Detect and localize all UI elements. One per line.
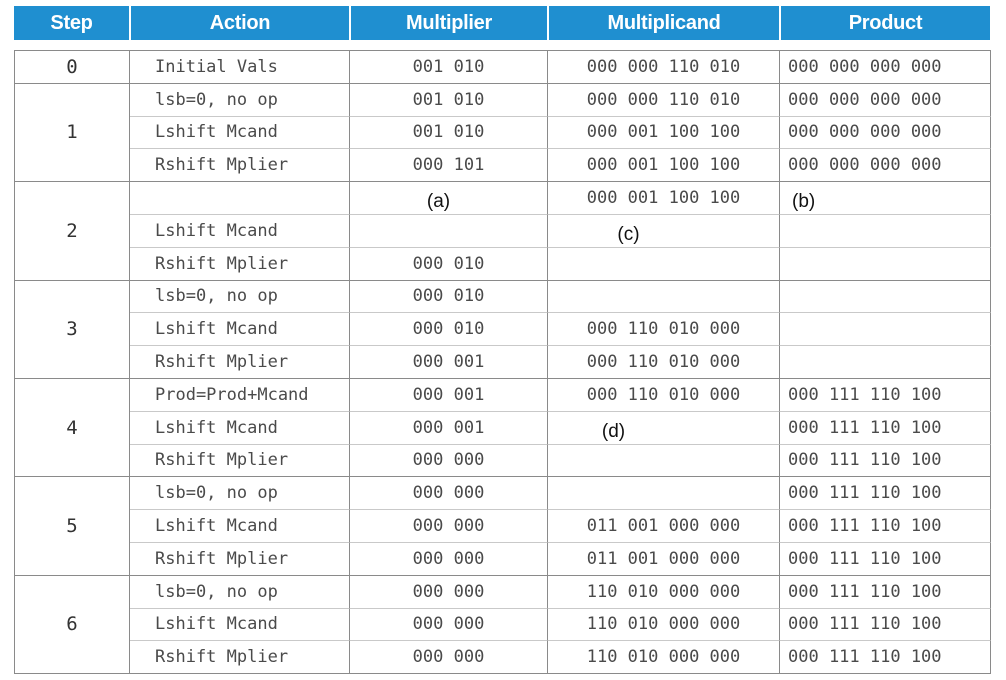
step-cell: 6: [15, 576, 130, 674]
multiplicand-cell: 110 010 000 000: [548, 641, 780, 674]
multiplier-cell: 000 001: [350, 379, 548, 412]
multiplication-table: [14, 6, 990, 674]
product-cell: 000 111 110 100: [780, 510, 991, 543]
table-rows: [15, 51, 991, 674]
table-row: [15, 84, 991, 117]
multiplicand-cell: 000 000 110 010: [548, 84, 780, 117]
action-cell: lsb=0, no op: [130, 576, 350, 609]
product-cell: [780, 313, 991, 346]
table-row: [15, 149, 991, 182]
action-cell: Initial Vals: [130, 51, 350, 84]
product-cell: 000 111 110 100: [780, 609, 991, 642]
table-row: [15, 609, 991, 642]
table-row: [15, 510, 991, 543]
product-cell: 000 111 110 100: [780, 445, 991, 478]
table-row: [15, 445, 991, 478]
action-cell: Rshift Mplier: [130, 149, 350, 182]
blank-label: (b): [792, 191, 816, 213]
multiplicand-cell: 000 001 100 100: [548, 149, 780, 182]
table-row: [15, 215, 991, 248]
multiplier-cell: 001 010: [350, 84, 548, 117]
step-cell: 4: [15, 379, 130, 477]
header-action: Action: [129, 6, 349, 40]
header-multiplicand: Multiplicand: [547, 6, 779, 40]
step-cell: 1: [15, 84, 130, 182]
action-cell: Lshift Mcand: [130, 117, 350, 150]
multiplicand-cell: 110 010 000 000: [548, 609, 780, 642]
table-row: [15, 477, 991, 510]
multiplicand-cell: 000 110 010 000: [548, 346, 780, 379]
multiplicand-cell: [548, 248, 780, 281]
action-cell: Lshift Mcand: [130, 609, 350, 642]
multiplier-cell: 000 010: [350, 313, 548, 346]
action-cell: lsb=0, no op: [130, 281, 350, 314]
multiplicand-cell: [548, 412, 780, 445]
table-row: [15, 51, 991, 84]
table-row: [15, 576, 991, 609]
product-cell: 000 000 000 000: [780, 84, 991, 117]
product-cell: 000 111 110 100: [780, 576, 991, 609]
multiplicand-cell: 000 110 010 000: [548, 313, 780, 346]
action-cell: Rshift Mplier: [130, 248, 350, 281]
multiplicand-cell: 011 001 000 000: [548, 510, 780, 543]
product-cell: [780, 215, 991, 248]
multiplier-cell: 000 000: [350, 609, 548, 642]
multiplicand-cell: 011 001 000 000: [548, 543, 780, 576]
multiplier-cell: 000 101: [350, 149, 548, 182]
table-row: [15, 379, 991, 412]
action-cell: lsb=0, no op: [130, 477, 350, 510]
multiplier-cell: 000 010: [350, 248, 548, 281]
multiplicand-cell: [548, 477, 780, 510]
multiplicand-cell: 000 110 010 000: [548, 379, 780, 412]
multiplier-cell: 000 000: [350, 445, 548, 478]
multiplicand-cell: 000 001 100 100: [548, 117, 780, 150]
header-step: Step: [14, 6, 129, 40]
multiplier-cell: 000 000: [350, 576, 548, 609]
step-cell: 0: [15, 51, 130, 84]
step-cell: 3: [15, 281, 130, 379]
multiplicand-cell: [548, 445, 780, 478]
action-cell: Prod=Prod+Mcand: [130, 379, 350, 412]
multiplier-cell: 000 001: [350, 346, 548, 379]
step-cell: 2: [15, 182, 130, 280]
multiplicand-cell: 110 010 000 000: [548, 576, 780, 609]
table-row: [15, 117, 991, 150]
blank-label: (d): [601, 420, 626, 442]
action-cell: Lshift Mcand: [130, 412, 350, 445]
action-cell: Rshift Mplier: [130, 543, 350, 576]
action-cell: Lshift Mcand: [130, 215, 350, 248]
multiplier-cell: 000 000: [350, 510, 548, 543]
action-cell: Lshift Mcand: [130, 510, 350, 543]
multiplicand-cell: [548, 215, 780, 248]
product-cell: 000 000 000 000: [780, 149, 991, 182]
multiplicand-cell: 000 001 100 100: [548, 182, 780, 215]
action-cell: [130, 182, 350, 215]
product-cell: [780, 281, 991, 314]
product-cell: [780, 346, 991, 379]
header-product: Product: [779, 6, 990, 40]
multiplicand-cell: 000 000 110 010: [548, 51, 780, 84]
product-cell: [780, 182, 991, 215]
blank-label: (a): [426, 191, 451, 213]
multiplicand-cell: [548, 281, 780, 314]
product-cell: [780, 248, 991, 281]
action-cell: Rshift Mplier: [130, 641, 350, 674]
action-cell: Lshift Mcand: [130, 313, 350, 346]
multiplier-cell: 000 010: [350, 281, 548, 314]
multiplier-cell: [350, 215, 548, 248]
table-row: [15, 346, 991, 379]
table-row: [15, 313, 991, 346]
product-cell: 000 000 000 000: [780, 51, 991, 84]
table-header: [14, 6, 990, 40]
multiplier-cell: 000 001: [350, 412, 548, 445]
table-row: [15, 281, 991, 314]
table-body: [14, 50, 991, 674]
multiplier-cell: 001 010: [350, 51, 548, 84]
table-row: [15, 412, 991, 445]
multiplier-cell: 001 010: [350, 117, 548, 150]
multiplier-cell: [350, 182, 548, 215]
multiplier-cell: 000 000: [350, 477, 548, 510]
blank-label: (c): [617, 223, 640, 245]
table-row: [15, 248, 991, 281]
header-row: [14, 6, 990, 40]
multiplier-cell: 000 000: [350, 543, 548, 576]
product-cell: 000 111 110 100: [780, 412, 991, 445]
step-cell: 5: [15, 477, 130, 575]
header-multiplier: Multiplier: [349, 6, 547, 40]
action-cell: Rshift Mplier: [130, 346, 350, 379]
product-cell: 000 111 110 100: [780, 543, 991, 576]
product-cell: 000 111 110 100: [780, 477, 991, 510]
product-cell: 000 000 000 000: [780, 117, 991, 150]
multiplier-cell: 000 000: [350, 641, 548, 674]
product-cell: 000 111 110 100: [780, 379, 991, 412]
action-cell: lsb=0, no op: [130, 84, 350, 117]
action-cell: Rshift Mplier: [130, 445, 350, 478]
table-row: [15, 641, 991, 674]
table-row: [15, 182, 991, 215]
table-row: [15, 543, 991, 576]
product-cell: 000 111 110 100: [780, 641, 991, 674]
